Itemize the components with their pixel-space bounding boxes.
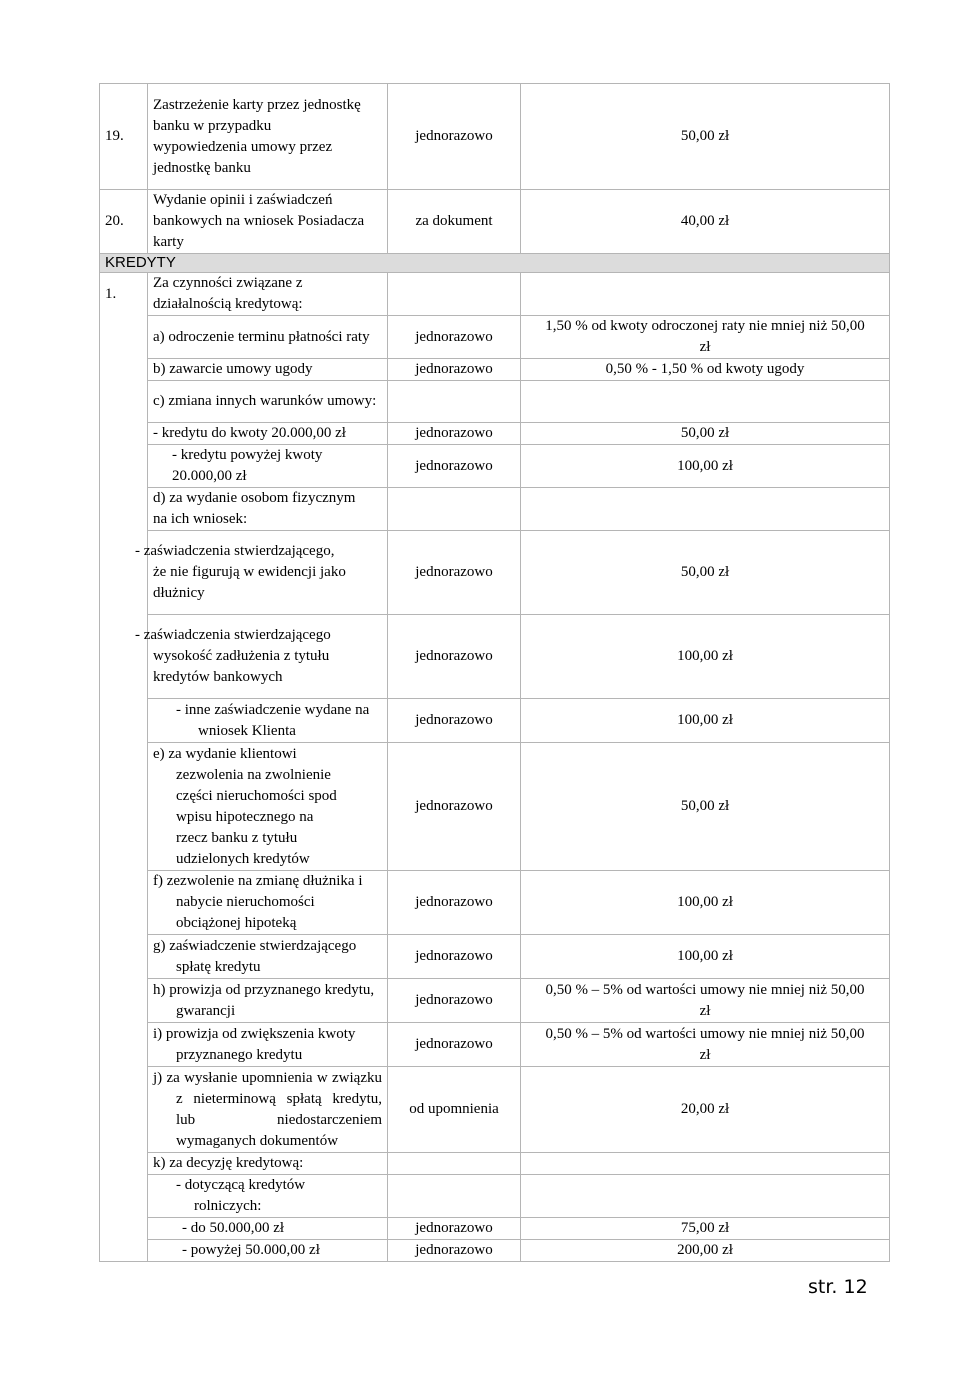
- empty-cell: [388, 381, 521, 423]
- empty-cell: [100, 445, 148, 488]
- row-number: 19.: [100, 84, 148, 190]
- row-frequency: jednorazowo: [388, 699, 521, 743]
- table-row: [100, 190, 890, 254]
- row-description: - powyżej 50.000,00 zł: [148, 1240, 388, 1262]
- row-frequency: jednorazowo: [388, 423, 521, 445]
- table-row: [100, 359, 890, 381]
- table-row: [100, 699, 890, 743]
- row-fee: 100,00 zł: [521, 699, 890, 743]
- empty-cell: [100, 1153, 148, 1175]
- empty-cell: [100, 1023, 148, 1067]
- table-row: [100, 1067, 890, 1153]
- row-description: - dotyczącą kredytów rolniczych:: [148, 1175, 388, 1218]
- empty-cell: [521, 273, 890, 316]
- empty-cell: [100, 423, 148, 445]
- row-fee: 50,00 zł: [521, 531, 890, 615]
- row-frequency: jednorazowo: [388, 1240, 521, 1262]
- row-description: a) odroczenie terminu płatności raty: [148, 316, 388, 359]
- row-number: 1.: [100, 273, 148, 316]
- row-fee: 1,50 % od kwoty odroczonej raty nie mniej niż 50,00 zł: [521, 316, 890, 359]
- row-fee: 0,50 % – 5% od wartości umowy nie mniej niż 50,00 zł: [521, 1023, 890, 1067]
- row-fee: 0,50 % – 5% od wartości umowy nie mniej niż 50,00 zł: [521, 979, 890, 1023]
- row-frequency: jednorazowo: [388, 935, 521, 979]
- empty-cell: [521, 488, 890, 531]
- row-fee: 50,00 zł: [521, 743, 890, 871]
- table-row: [100, 743, 890, 871]
- empty-cell: [521, 381, 890, 423]
- table-row: [100, 423, 890, 445]
- row-fee: 100,00 zł: [521, 871, 890, 935]
- row-description: - kredytu powyżej kwoty 20.000,00 zł: [148, 445, 388, 488]
- table-row: [100, 445, 890, 488]
- table-row: [100, 1240, 890, 1262]
- table-row: [100, 273, 890, 316]
- empty-cell: [388, 1153, 521, 1175]
- row-fee: 100,00 zł: [521, 445, 890, 488]
- row-description: h) prowizja od przyznanego kredytu, gwarancji: [148, 979, 388, 1023]
- page-number: str. 12: [808, 1276, 868, 1298]
- row-description: - zaświadczenia stwierdzającego, że nie figurują w ewidencji jako dłużnicy: [148, 531, 388, 615]
- empty-cell: [388, 488, 521, 531]
- row-description: - kredytu do kwoty 20.000,00 zł: [148, 423, 388, 445]
- table-row: [100, 488, 890, 531]
- empty-cell: [100, 1240, 148, 1262]
- table-row: [100, 381, 890, 423]
- row-description: b) zawarcie umowy ugody: [148, 359, 388, 381]
- empty-cell: [100, 871, 148, 935]
- row-frequency: za dokument: [388, 190, 521, 254]
- empty-cell: [100, 1067, 148, 1153]
- section-header: [100, 254, 890, 273]
- table-row: [100, 84, 890, 190]
- row-description: - zaświadczenia stwierdzającego wysokość zadłużenia z tytułu kredytów bankowych: [148, 615, 388, 699]
- row-description: Wydanie opinii i zaświadczeń bankowych na wniosek Posiadacza karty: [148, 190, 388, 254]
- row-description: j) za wysłanie upomnienia w związku z nieterminową spłatą kredytu, lub niedostarczeniem wymaganych dokumentów: [148, 1067, 388, 1153]
- table-row: [100, 871, 890, 935]
- table-row: [100, 316, 890, 359]
- row-description: d) za wydanie osobom fizycznym na ich wniosek:: [148, 488, 388, 531]
- table-row: [100, 935, 890, 979]
- empty-cell: [100, 743, 148, 871]
- row-frequency: jednorazowo: [388, 316, 521, 359]
- empty-cell: [521, 1175, 890, 1218]
- empty-cell: [100, 359, 148, 381]
- empty-cell: [100, 699, 148, 743]
- row-description: e) za wydanie klientowi zezwolenia na zwolnienie części nieruchomości spod wpisu hipotecznego na rzecz banku z tytułu udzielonych kredytów: [148, 743, 388, 871]
- row-frequency: od upomnienia: [388, 1067, 521, 1153]
- row-fee: 20,00 zł: [521, 1067, 890, 1153]
- table-row: [100, 1218, 890, 1240]
- row-frequency: jednorazowo: [388, 743, 521, 871]
- row-fee: 50,00 zł: [521, 84, 890, 190]
- row-fee: 200,00 zł: [521, 1240, 890, 1262]
- row-description: Zastrzeżenie karty przez jednostkę banku w przypadku wypowiedzenia umowy przez jednostkę banku: [148, 84, 388, 190]
- row-description: - inne zaświadczenie wydane na wniosek Klienta: [148, 699, 388, 743]
- row-frequency: jednorazowo: [388, 615, 521, 699]
- fee-table: [99, 83, 890, 1262]
- empty-cell: [388, 1175, 521, 1218]
- row-fee: 40,00 zł: [521, 190, 890, 254]
- row-description: Za czynności związane z działalnością kredytową:: [148, 273, 388, 316]
- row-frequency: jednorazowo: [388, 359, 521, 381]
- empty-cell: [100, 316, 148, 359]
- row-description: f) zezwolenie na zmianę dłużnika i nabycie nieruchomości obciążonej hipoteką: [148, 871, 388, 935]
- row-description: i) prowizja od zwiększenia kwoty przyznanego kredytu: [148, 1023, 388, 1067]
- row-frequency: jednorazowo: [388, 979, 521, 1023]
- empty-cell: [388, 273, 521, 316]
- empty-cell: [100, 979, 148, 1023]
- table-row: [100, 1023, 890, 1067]
- empty-cell: [521, 1153, 890, 1175]
- table-row: [100, 615, 890, 699]
- row-description: - do 50.000,00 zł: [148, 1218, 388, 1240]
- row-frequency: jednorazowo: [388, 84, 521, 190]
- empty-cell: [100, 935, 148, 979]
- row-fee: 100,00 zł: [521, 935, 890, 979]
- empty-cell: [100, 381, 148, 423]
- row-frequency: jednorazowo: [388, 445, 521, 488]
- table-row: [100, 1175, 890, 1218]
- row-frequency: jednorazowo: [388, 1218, 521, 1240]
- row-fee: 50,00 zł: [521, 423, 890, 445]
- row-frequency: jednorazowo: [388, 1023, 521, 1067]
- row-description: k) za decyzję kredytową:: [148, 1153, 388, 1175]
- row-fee: 0,50 % - 1,50 % od kwoty ugody: [521, 359, 890, 381]
- row-description: g) zaświadczenie stwierdzającego spłatę kredytu: [148, 935, 388, 979]
- row-frequency: jednorazowo: [388, 871, 521, 935]
- row-number: 20.: [100, 190, 148, 254]
- row-description: c) zmiana innych warunków umowy:: [148, 381, 388, 423]
- empty-cell: [100, 488, 148, 531]
- table-row: [100, 531, 890, 615]
- row-fee: 75,00 zł: [521, 1218, 890, 1240]
- table-row: [100, 1153, 890, 1175]
- empty-cell: [100, 1218, 148, 1240]
- empty-cell: [100, 1175, 148, 1218]
- row-fee: 100,00 zł: [521, 615, 890, 699]
- table-row: [100, 979, 890, 1023]
- row-frequency: jednorazowo: [388, 531, 521, 615]
- section-title: KREDYTY: [100, 254, 890, 273]
